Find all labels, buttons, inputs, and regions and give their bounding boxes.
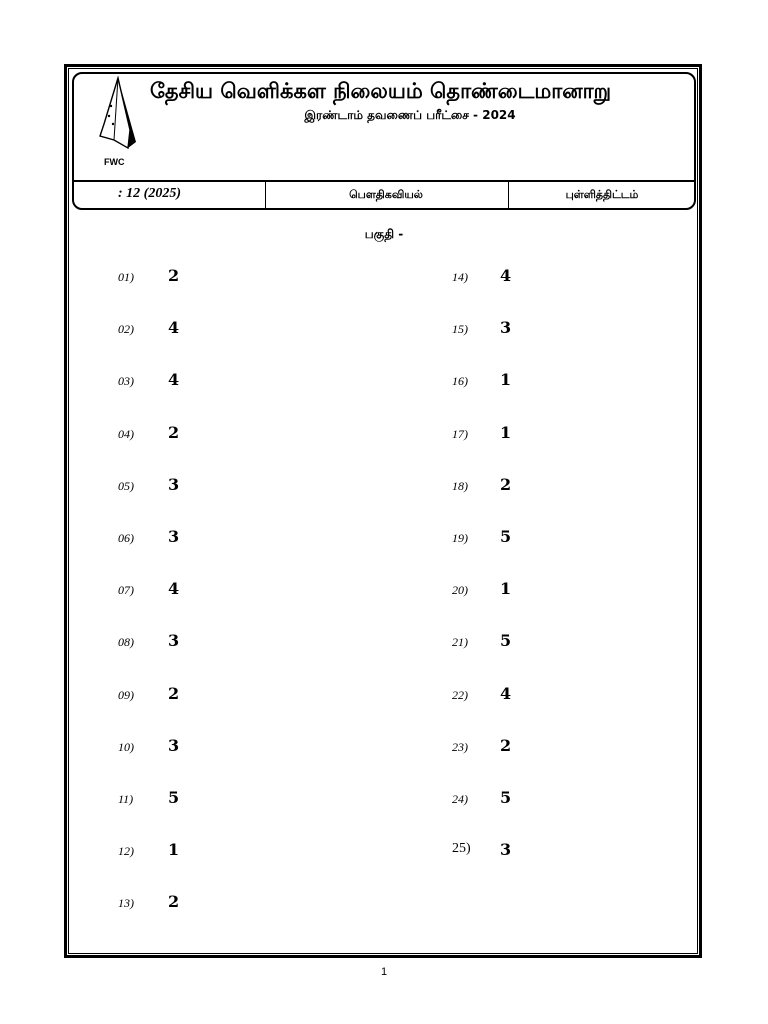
- question-number: 14): [452, 270, 468, 284]
- question-number: 11): [118, 792, 134, 806]
- question-number: 03): [118, 374, 134, 389]
- answer-value: 1: [500, 370, 512, 390]
- answer-value: 2: [168, 892, 180, 912]
- question-number: 01): [118, 270, 134, 284]
- fwc-logo-icon: [94, 76, 142, 154]
- question-number: 13): [118, 896, 134, 911]
- question-number: 18): [452, 478, 468, 493]
- question-number: 10): [118, 739, 134, 754]
- question-number: 19): [452, 531, 468, 545]
- subject-name: பௌதிகவியல்: [349, 188, 423, 201]
- question-number: 04): [118, 426, 134, 441]
- question-number: 06): [118, 531, 134, 545]
- answer-value: 5: [500, 788, 512, 807]
- answer-value: 2: [168, 422, 180, 442]
- answer-value: 3: [168, 527, 180, 546]
- part-label: பகுதி -: [364, 227, 404, 241]
- answer-value: 5: [500, 631, 512, 651]
- question-number: 05): [118, 478, 134, 493]
- question-number: 17): [452, 426, 468, 441]
- marking-scheme-label: புள்ளித்திட்டம்: [565, 188, 639, 201]
- page-number: 1: [380, 966, 388, 978]
- question-number: 22): [452, 687, 468, 702]
- question-number: 15): [452, 322, 468, 337]
- grade-year: : 12 (2025): [118, 186, 181, 201]
- info-col-separator: [508, 182, 509, 210]
- answer-value: 3: [500, 318, 512, 338]
- answer-value: 3: [500, 840, 512, 860]
- question-number: 23): [452, 739, 468, 754]
- answer-value: 4: [500, 266, 512, 285]
- question-number: 02): [118, 322, 134, 337]
- answer-value: 2: [500, 474, 512, 494]
- question-number: 20): [452, 583, 468, 598]
- question-number: 08): [118, 635, 134, 650]
- exam-subtitle: இரண்டாம் தவணைப் பரீட்சை - 2024: [304, 108, 516, 122]
- question-number: 07): [118, 583, 134, 598]
- answer-value: 3: [168, 735, 180, 755]
- answer-value: 2: [500, 735, 512, 755]
- answer-value: 1: [168, 840, 180, 860]
- answer-value: 2: [168, 266, 180, 285]
- answer-value: 3: [168, 631, 180, 651]
- answer-value: 4: [168, 579, 180, 599]
- answer-value: 2: [168, 683, 180, 703]
- institution-title: தேசிய வெளிக்கள நிலையம் தொண்டைமானாறு: [150, 78, 612, 103]
- question-number: 09): [118, 687, 134, 702]
- logo-label: FWC: [104, 157, 125, 167]
- question-number: 24): [452, 792, 468, 806]
- answer-value: 5: [168, 788, 180, 807]
- answer-value: 4: [168, 318, 180, 338]
- answer-value: 1: [500, 579, 512, 599]
- question-number: 12): [118, 844, 134, 859]
- answer-value: 4: [168, 370, 180, 390]
- answer-value: 3: [168, 474, 180, 494]
- question-number: 21): [452, 635, 468, 650]
- answer-value: 5: [500, 527, 512, 546]
- question-number: 16): [452, 374, 468, 389]
- answer-value: 1: [500, 422, 512, 442]
- question-number: 25): [452, 841, 471, 857]
- answer-value: 4: [500, 683, 512, 703]
- header-divider: [72, 180, 696, 182]
